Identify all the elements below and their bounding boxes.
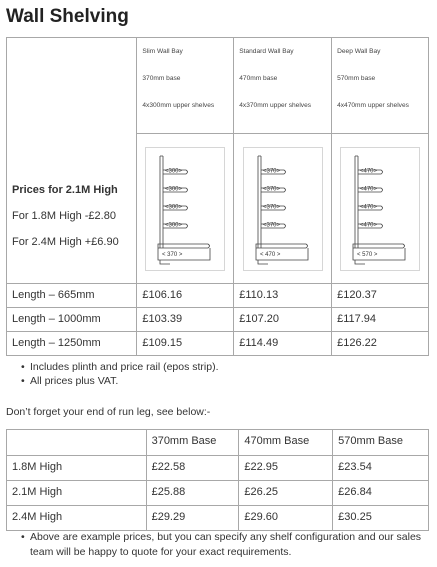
price-cell: £106.16 [137,284,234,308]
price-note-2-4m: For 2.4M High +£6.90 [12,235,119,248]
price-cell: £126.22 [332,332,429,356]
bay-shelves: 4x300mm upper shelves [142,102,215,109]
list-item: • Includes plinth and price rail (epos strip). [18,360,219,374]
wall-shelving-price-table [6,37,429,356]
price-note-1-8m: For 1.8M High -£2.80 [12,209,116,222]
price-cell: £29.29 [146,506,239,531]
shelf-size-label: <470> [360,168,378,175]
shelf-size-label: <470> [360,186,378,193]
shelf-diagram-slim [145,147,225,271]
upright-post [355,156,358,248]
table-row [7,506,429,531]
table-row [7,481,429,506]
bay-base: 570mm base [337,75,376,82]
table-row [7,284,429,308]
bay-header-deep [332,38,429,134]
price-cell: £110.13 [234,284,332,308]
shelf-size-label: <300> [165,186,183,193]
shelf-size-label: <370> [262,204,280,211]
header-cell: 570mm Base [333,430,429,456]
foot [355,260,365,264]
list-item: • All prices plus VAT. [18,374,219,388]
price-cell: £30.25 [333,506,429,531]
price-cell: £22.95 [239,456,333,481]
header-cell: 370mm Base [146,430,239,456]
price-cell: £120.37 [332,284,429,308]
base-size-label: < 570 > [357,252,378,258]
bay-header-standard [234,38,332,134]
page-title: Wall Shelving [6,6,129,27]
price-heading: Prices for 2.1M High [12,183,118,196]
price-cell: £22.58 [146,456,239,481]
table-row [7,456,429,481]
price-cell: £26.84 [333,481,429,506]
end-of-run-leg-text: Don’t forget your end of run leg, see below:- [6,406,211,418]
row-label: 1.8M High [7,456,147,481]
bay-shelves: 4x370mm upper shelves [239,102,312,109]
bay-shelves: 4x470mm upper shelves [337,102,409,109]
shelf-diagram-standard [243,147,323,271]
shelf-size-label: <300> [165,204,183,211]
upright-post [160,156,163,248]
row-label: Length – 1000mm [7,308,137,332]
price-cell: £29.60 [239,506,333,531]
row-label: Length – 665mm [7,284,137,308]
price-cell: £103.39 [137,308,234,332]
shelf-diagram-svg [244,148,322,270]
table-row [7,332,429,356]
bay-base: 470mm base [239,75,278,82]
price-cell: £107.20 [234,308,332,332]
shelf-size-label: <300> [165,168,183,175]
shelf-size-label: <470> [360,204,378,211]
price-cell: £117.94 [332,308,429,332]
foot [258,260,268,264]
price-cell: £109.15 [137,332,234,356]
shelf-diagram-svg [146,148,224,270]
shelf-size-label: <370> [262,168,280,175]
upright-post [258,156,261,248]
shelf-size-label: <370> [262,222,280,229]
shelf-size-label: <370> [262,186,280,193]
bay-diagram-cell-standard [234,134,332,284]
bay-header-slim [137,38,234,134]
price-cell: £26.25 [239,481,333,506]
base-size-label: < 470 > [259,252,281,258]
row-label: 2.1M High [7,481,147,506]
list-item: • Above are example prices, but you can specify any shelf configuration and our sales team will be happy to quote for your exact requirements. [18,530,423,560]
bay-base: 370mm base [142,75,181,82]
base-size-label: < 370 > [162,252,183,258]
shelf-size-label: <300> [165,222,183,229]
shelf-size-label: <470> [360,222,378,229]
corner-cell [7,38,137,134]
shelf-diagram-deep [340,147,420,271]
table-row [7,308,429,332]
price-cell: £25.88 [146,481,239,506]
bay-name: Deep Wall Bay [337,48,381,55]
header-cell [7,430,147,456]
bay-diagram-cell-slim [137,134,234,284]
bay-name: Slim Wall Bay [142,48,183,55]
price-info-cell [7,134,137,284]
price-cell: £114.49 [234,332,332,356]
table-header-row [7,430,429,456]
row-label: 2.4M High [7,506,147,531]
example-prices-note [18,530,423,560]
foot [160,260,170,264]
row-label: Length – 1250mm [7,332,137,356]
includes-notes [18,360,219,388]
shelf-diagram-svg [341,148,419,270]
header-cell: 470mm Base [239,430,333,456]
price-cell: £23.54 [333,456,429,481]
end-of-run-leg-table [6,429,429,531]
bay-diagram-cell-deep [332,134,429,284]
bay-name: Standard Wall Bay [239,48,294,55]
